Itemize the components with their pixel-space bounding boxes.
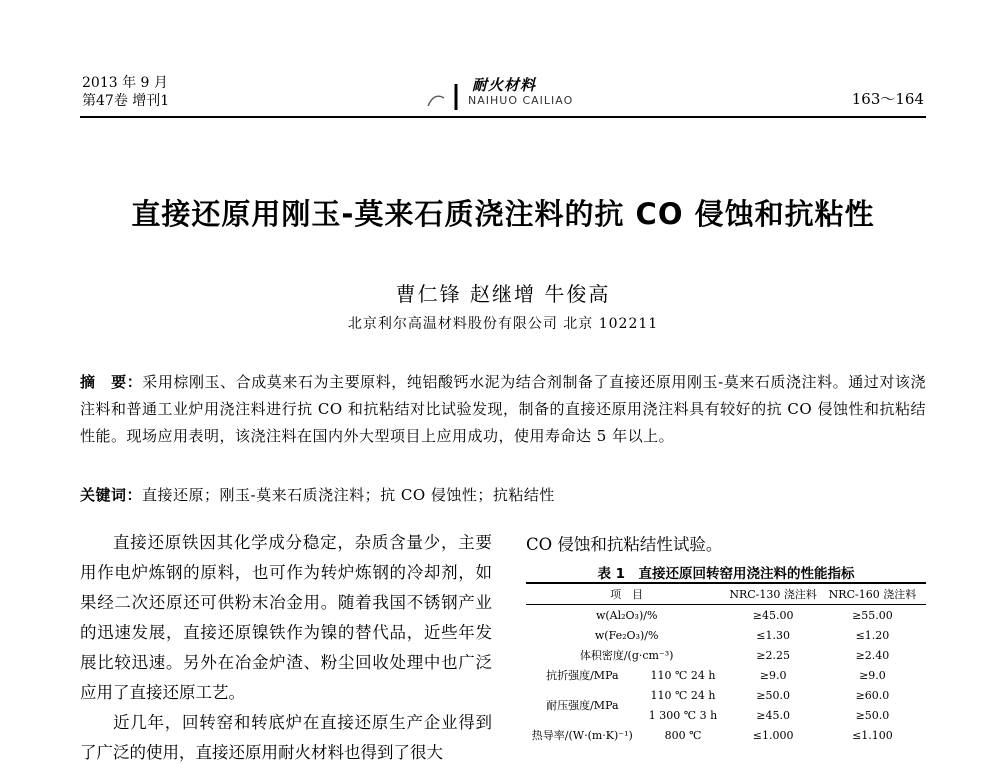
table-cell-value: ≤1.20: [855, 628, 890, 642]
table-header-nrc160: NRC-160 浇注料: [819, 583, 926, 605]
table-header-row: [526, 583, 926, 605]
table-cell-value: ≤1.30: [756, 628, 790, 642]
table-cell-value: ≥9.0: [759, 668, 787, 682]
table-cell-value: ≥45.00: [752, 608, 794, 622]
table-cell-property: w(Al₂O₃)/%: [595, 608, 658, 622]
table-caption: 表 1 直接还原回转窑用浇注料的性能指标: [597, 566, 855, 582]
table-cell-property: 体积密度/(g·cm⁻³): [579, 649, 674, 662]
table-row: [526, 725, 926, 745]
table-row: [526, 625, 926, 645]
table-header-item: 项 目: [526, 583, 727, 605]
table-cell-property: 耐压强度/MPa: [546, 699, 619, 712]
keywords-label: 关键词：: [80, 486, 143, 504]
table-header-nrc130: NRC-130 浇注料: [727, 583, 819, 605]
issue-info: [82, 74, 169, 110]
table-row: [526, 645, 926, 665]
body-right-text: CO 侵蚀和抗粘结性试验。: [526, 535, 723, 554]
journal-name-pinyin: NAIHUO CAILIAO: [468, 94, 574, 107]
table-cell-value: ≥50.0: [756, 688, 790, 702]
header-rule: [80, 116, 926, 118]
journal-logo: [424, 74, 584, 114]
article-title: 直接还原用刚玉-莫来石质浇注料的抗 CO 侵蚀和抗粘性: [131, 197, 875, 231]
table-cell-condition: 110 ℃ 24 h: [650, 688, 716, 702]
properties-table: [526, 582, 926, 745]
body-paragraph: 直接还原铁因其化学成分稳定，杂质含量少，主要用作电炉炼钢的原料，也可作为转炉炼钢的冷却剂，如果经二次还原还可供粉末冶金用。随着我国不锈钢产业的迅速发展，直接还原镍铁作为镍的替代品，近些年发展比较迅速。另外在冶金炉渣、粉尘回收处理中也广泛应用了直接还原工艺。: [80, 533, 492, 702]
journal-name-cn: 耐火材料: [472, 76, 537, 94]
abstract-label: 摘 要：: [80, 373, 143, 391]
table-row: [526, 665, 926, 685]
table-cell-condition: 1 300 ℃ 3 h: [648, 708, 718, 722]
keywords: [80, 484, 926, 505]
abstract-text: 采用棕刚玉、合成莫来石为主要原料，纯铝酸钙水泥为结合剂制备了直接还原用刚玉-莫来石质浇注料。通过对该浇注料和普通工业炉用浇注料进行抗 CO 和抗粘结对比试验发现，制备的直接还原用浇注料具有较好的抗 CO 侵蚀性和抗粘结性能。现场应用表明，该浇注料在国内外大型项目上应用成功，使用寿命达 5 年以上。: [80, 373, 926, 445]
table-cell-value: ≥60.0: [855, 688, 890, 702]
page-range: 163～164: [851, 90, 924, 108]
journal-logo-icon: [424, 82, 464, 112]
table-cell-condition: 800 ℃: [664, 728, 702, 742]
table-row: [526, 605, 926, 626]
table-cell-condition: 110 ℃ 24 h: [650, 668, 716, 682]
table-cell-value: ≥55.00: [852, 608, 893, 622]
abstract: [80, 369, 926, 450]
table-cell-value: ≥50.0: [855, 708, 890, 722]
issue-date: 2013 年 9 月: [82, 75, 168, 91]
table-cell-value: ≥2.40: [855, 648, 890, 662]
table-cell-property: 抗折强度/MPa: [546, 669, 619, 682]
table-cell-value: ≤1.000: [752, 728, 794, 742]
keywords-text: 直接还原；刚玉-莫来石质浇注料；抗 CO 侵蚀性；抗粘结性: [142, 486, 555, 504]
article-authors: 曹仁锋 赵继增 牛俊高: [395, 282, 611, 306]
body-paragraph: 近几年，回转窑和转底炉在直接还原生产企业得到了广泛的使用，直接还原用耐火材料也得到了很大: [80, 713, 492, 762]
table-cell-value: ≥45.0: [756, 708, 790, 722]
table-cell-property: 热导率/(W·(m·K)⁻¹): [531, 729, 633, 742]
author-affiliation: 北京利尔高温材料股份有限公司 北京 102211: [347, 316, 659, 332]
body-left-column: [80, 528, 492, 764]
table-row: [526, 685, 926, 705]
issue-volume: 第47卷 增刊1: [82, 93, 170, 109]
table-cell-value: ≥9.0: [859, 668, 886, 682]
table-cell-value: ≤1.100: [852, 728, 893, 742]
table-cell-value: ≥2.25: [756, 648, 790, 662]
table-cell-property: w(Fe₂O₃)/%: [594, 628, 659, 642]
